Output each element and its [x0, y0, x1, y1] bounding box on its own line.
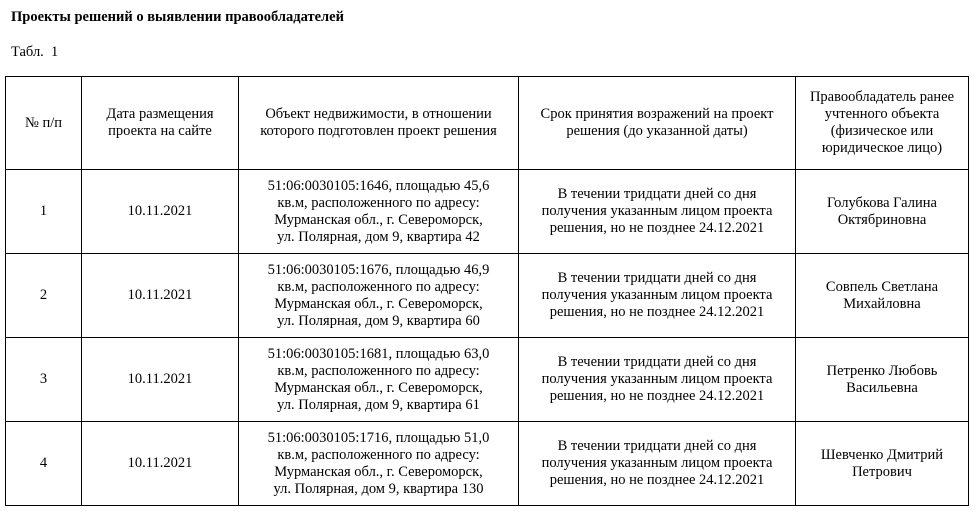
row-number: 1: [6, 170, 82, 254]
document-title: Проекты решений о выявлении правообладателей: [11, 9, 344, 25]
decisions-table: [5, 76, 969, 506]
header-objection-deadline: Срок принятия возражений на проект решения (до указанной даты): [519, 77, 796, 170]
publication-date: 10.11.2021: [82, 422, 239, 506]
table-row: [6, 338, 969, 422]
row-number: 4: [6, 422, 82, 506]
rights-holder: Шевченко Дмитрий Петрович: [796, 422, 969, 506]
property-object: 51:06:0030105:1716, площадью 51,0 кв.м, расположенного по адресу: Мурманская обл., г. Североморск, ул. Полярная, дом 9, квартира 130: [239, 422, 519, 506]
property-object: 51:06:0030105:1681, площадью 63,0 кв.м, расположенного по адресу: Мурманская обл., г. Североморск, ул. Полярная, дом 9, квартира 61: [239, 338, 519, 422]
header-number: № п/п: [6, 77, 82, 170]
objection-deadline: В течении тридцати дней со дня получения указанным лицом проекта решения, но не позднее 24.12.2021: [519, 338, 796, 422]
table-row: [6, 170, 969, 254]
objection-deadline: В течении тридцати дней со дня получения указанным лицом проекта решения, но не позднее 24.12.2021: [519, 422, 796, 506]
header-property-object: Объект недвижимости, в отношении которого подготовлен проект решения: [239, 77, 519, 170]
publication-date: 10.11.2021: [82, 254, 239, 338]
property-object: 51:06:0030105:1646, площадью 45,6 кв.м, расположенного по адресу: Мурманская обл., г. Североморск, ул. Полярная, дом 9, квартира 42: [239, 170, 519, 254]
property-object: 51:06:0030105:1676, площадью 46,9 кв.м, расположенного по адресу: Мурманская обл., г. Североморск, ул. Полярная, дом 9, квартира 60: [239, 254, 519, 338]
row-number: 2: [6, 254, 82, 338]
table-row: [6, 254, 969, 338]
table-row: [6, 422, 969, 506]
table-header-row: [6, 77, 969, 170]
publication-date: 10.11.2021: [82, 170, 239, 254]
publication-date: 10.11.2021: [82, 338, 239, 422]
table-caption: Табл. 1: [11, 44, 59, 60]
rights-holder: Голубкова Галина Октябриновна: [796, 170, 969, 254]
rights-holder: Петренко Любовь Васильевна: [796, 338, 969, 422]
objection-deadline: В течении тридцати дней со дня получения указанным лицом проекта решения, но не позднее 24.12.2021: [519, 254, 796, 338]
objection-deadline: В течении тридцати дней со дня получения указанным лицом проекта решения, но не позднее 24.12.2021: [519, 170, 796, 254]
header-publication-date: Дата размещения проекта на сайте: [82, 77, 239, 170]
row-number: 3: [6, 338, 82, 422]
header-rights-holder: Правообладатель ранее учтенного объекта (физическое или юридическое лицо): [796, 77, 969, 170]
rights-holder: Совпель Светлана Михайловна: [796, 254, 969, 338]
